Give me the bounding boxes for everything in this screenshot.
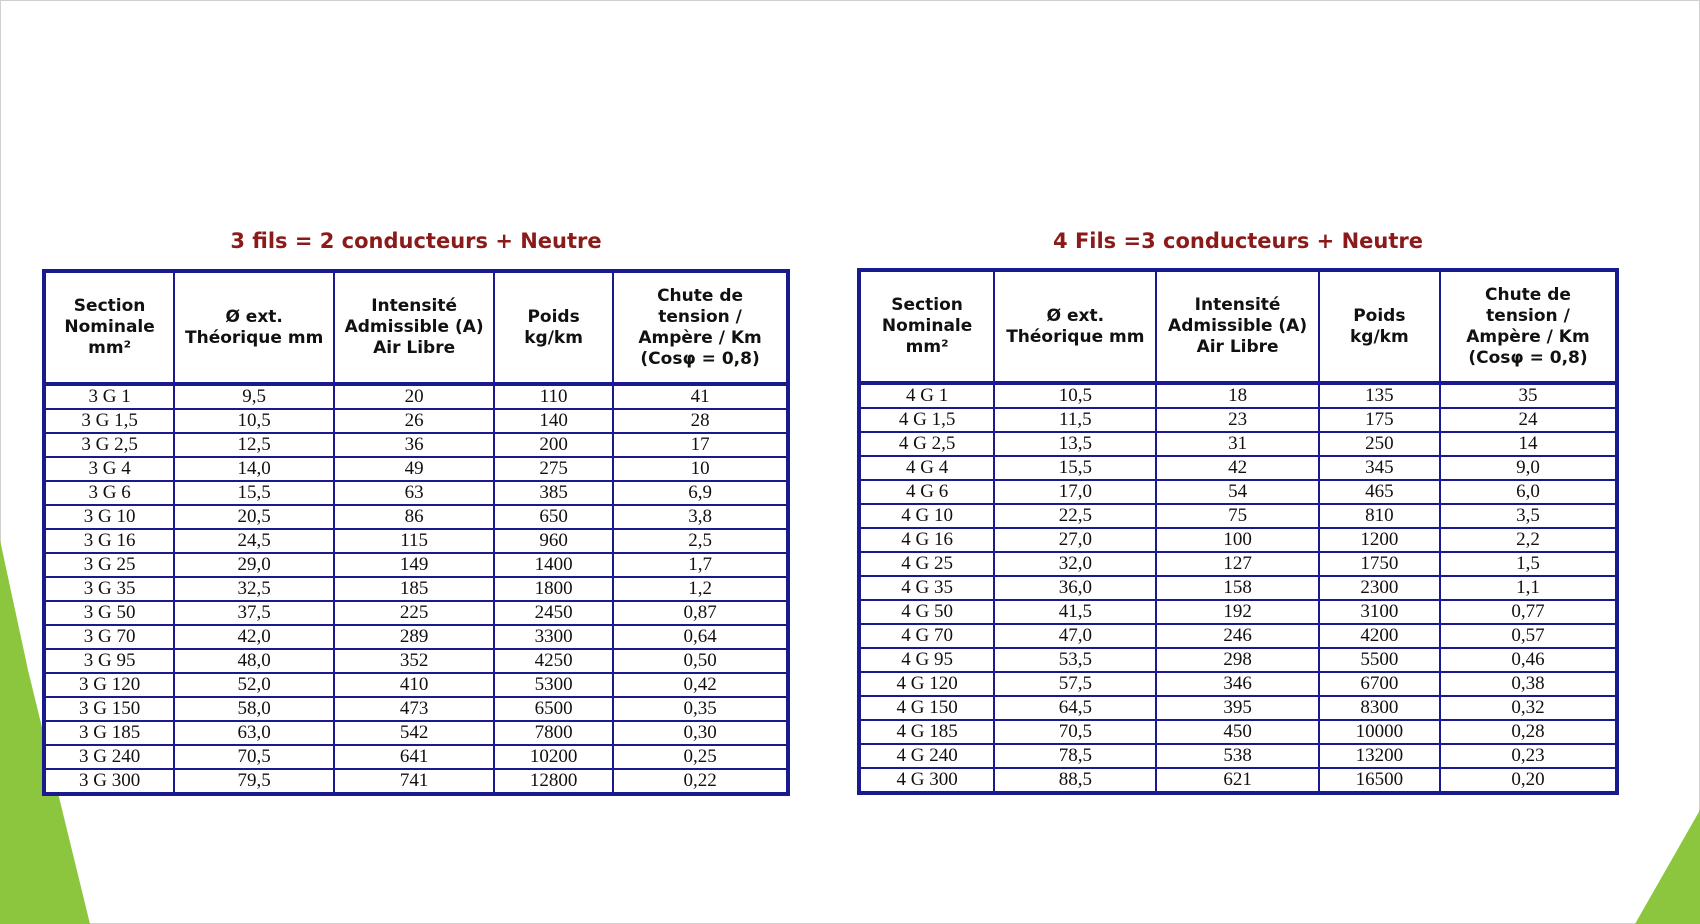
green-triangle-shape — [1635, 810, 1700, 924]
cell-diameter: 17,0 — [994, 480, 1156, 504]
cell-diameter: 15,5 — [994, 456, 1156, 480]
cell-voltage-drop: 1,1 — [1440, 576, 1617, 600]
cell-diameter: 48,0 — [174, 649, 334, 673]
cell-current: 26 — [334, 409, 494, 433]
table-row — [44, 457, 788, 481]
cell-voltage-drop: 0,22 — [613, 769, 788, 794]
green-corner-decoration-right — [1635, 810, 1700, 924]
cell-current: 450 — [1156, 720, 1318, 744]
cell-voltage-drop: 0,46 — [1440, 648, 1617, 672]
right-table-title: 4 Fils =3 conducteurs + Neutre — [1053, 229, 1423, 253]
header-row — [859, 270, 1617, 383]
table-row — [859, 432, 1617, 456]
cell-section: 3 G 25 — [44, 553, 174, 577]
cell-section: 3 G 240 — [44, 745, 174, 769]
cell-section: 4 G 95 — [859, 648, 994, 672]
table-row — [859, 624, 1617, 648]
cell-weight: 3100 — [1319, 600, 1440, 624]
cell-diameter: 79,5 — [174, 769, 334, 794]
cell-diameter: 58,0 — [174, 697, 334, 721]
cell-section: 3 G 185 — [44, 721, 174, 745]
table-row — [859, 504, 1617, 528]
cell-weight: 5300 — [494, 673, 613, 697]
table-row — [859, 720, 1617, 744]
table-row — [44, 649, 788, 673]
header-row — [44, 271, 788, 384]
cell-current: 49 — [334, 457, 494, 481]
cell-diameter: 47,0 — [994, 624, 1156, 648]
table-row — [859, 576, 1617, 600]
table-row — [859, 456, 1617, 480]
cell-current: 473 — [334, 697, 494, 721]
cell-weight: 1750 — [1319, 552, 1440, 576]
table-row — [859, 528, 1617, 552]
cell-voltage-drop: 0,57 — [1440, 624, 1617, 648]
header-chute-de-tension: Chute de tension / Ampère / Km (Cosφ = 0,8) — [613, 271, 788, 384]
cell-diameter: 11,5 — [994, 408, 1156, 432]
table-body — [44, 384, 788, 794]
cell-weight: 385 — [494, 481, 613, 505]
cell-section: 4 G 150 — [859, 696, 994, 720]
table-row — [859, 696, 1617, 720]
cell-diameter: 64,5 — [994, 696, 1156, 720]
cell-voltage-drop: 17 — [613, 433, 788, 457]
cell-weight: 1400 — [494, 553, 613, 577]
cell-voltage-drop: 0,42 — [613, 673, 788, 697]
cell-current: 395 — [1156, 696, 1318, 720]
cell-diameter: 70,5 — [174, 745, 334, 769]
cell-diameter: 42,0 — [174, 625, 334, 649]
table-row — [44, 553, 788, 577]
cell-section: 4 G 185 — [859, 720, 994, 744]
cell-section: 4 G 1 — [859, 383, 994, 408]
cell-current: 741 — [334, 769, 494, 794]
cell-current: 352 — [334, 649, 494, 673]
table-row — [859, 672, 1617, 696]
cell-diameter: 53,5 — [994, 648, 1156, 672]
cell-voltage-drop: 0,28 — [1440, 720, 1617, 744]
cell-section: 3 G 70 — [44, 625, 174, 649]
header-intensite-admissible: Intensité Admissible (A) Air Libre — [334, 271, 494, 384]
table-row — [44, 601, 788, 625]
cell-diameter: 9,5 — [174, 384, 334, 409]
cell-section: 3 G 150 — [44, 697, 174, 721]
cell-section: 3 G 35 — [44, 577, 174, 601]
cell-current: 75 — [1156, 504, 1318, 528]
cell-weight: 140 — [494, 409, 613, 433]
cell-section: 4 G 25 — [859, 552, 994, 576]
cell-diameter: 41,5 — [994, 600, 1156, 624]
cell-voltage-drop: 0,38 — [1440, 672, 1617, 696]
table-header — [859, 270, 1617, 383]
cell-weight: 10000 — [1319, 720, 1440, 744]
cell-weight: 1200 — [1319, 528, 1440, 552]
cell-diameter: 10,5 — [174, 409, 334, 433]
cell-diameter: 36,0 — [994, 576, 1156, 600]
cell-voltage-drop: 0,20 — [1440, 768, 1617, 793]
table-row — [44, 433, 788, 457]
cell-weight: 135 — [1319, 383, 1440, 408]
cell-current: 127 — [1156, 552, 1318, 576]
cell-section: 4 G 120 — [859, 672, 994, 696]
cell-weight: 4200 — [1319, 624, 1440, 648]
table-row — [859, 600, 1617, 624]
table-row — [859, 408, 1617, 432]
cell-voltage-drop: 0,25 — [613, 745, 788, 769]
cell-section: 4 G 35 — [859, 576, 994, 600]
cell-section: 4 G 300 — [859, 768, 994, 793]
cell-weight: 960 — [494, 529, 613, 553]
cell-section: 4 G 16 — [859, 528, 994, 552]
cell-weight: 465 — [1319, 480, 1440, 504]
cell-weight: 4250 — [494, 649, 613, 673]
cell-section: 4 G 240 — [859, 744, 994, 768]
cell-diameter: 37,5 — [174, 601, 334, 625]
cell-section: 3 G 2,5 — [44, 433, 174, 457]
cell-section: 3 G 95 — [44, 649, 174, 673]
cell-diameter: 15,5 — [174, 481, 334, 505]
cell-current: 192 — [1156, 600, 1318, 624]
cell-current: 538 — [1156, 744, 1318, 768]
cell-voltage-drop: 6,9 — [613, 481, 788, 505]
header-section-nominale: Section Nominale mm² — [859, 270, 994, 383]
cell-current: 100 — [1156, 528, 1318, 552]
cell-weight: 3300 — [494, 625, 613, 649]
cell-weight: 2300 — [1319, 576, 1440, 600]
table-row — [859, 648, 1617, 672]
cell-section: 3 G 50 — [44, 601, 174, 625]
cable-table-3-wires — [42, 269, 790, 796]
cell-weight: 7800 — [494, 721, 613, 745]
cell-section: 3 G 300 — [44, 769, 174, 794]
cell-current: 31 — [1156, 432, 1318, 456]
cell-weight: 650 — [494, 505, 613, 529]
header-diametre-exterieur: Ø ext. Théorique mm — [994, 270, 1156, 383]
cell-section: 3 G 16 — [44, 529, 174, 553]
cell-voltage-drop: 35 — [1440, 383, 1617, 408]
cell-diameter: 22,5 — [994, 504, 1156, 528]
cell-voltage-drop: 10 — [613, 457, 788, 481]
cell-voltage-drop: 41 — [613, 384, 788, 409]
cell-weight: 6500 — [494, 697, 613, 721]
cell-voltage-drop: 14 — [1440, 432, 1617, 456]
table-row — [44, 625, 788, 649]
cell-weight: 345 — [1319, 456, 1440, 480]
cell-current: 115 — [334, 529, 494, 553]
cell-current: 36 — [334, 433, 494, 457]
cell-diameter: 70,5 — [994, 720, 1156, 744]
cell-voltage-drop: 0,23 — [1440, 744, 1617, 768]
cable-table-4-wires — [857, 268, 1619, 795]
cell-voltage-drop: 3,5 — [1440, 504, 1617, 528]
cell-section: 4 G 70 — [859, 624, 994, 648]
cell-section: 3 G 6 — [44, 481, 174, 505]
cell-voltage-drop: 6,0 — [1440, 480, 1617, 504]
cell-diameter: 32,0 — [994, 552, 1156, 576]
cell-diameter: 32,5 — [174, 577, 334, 601]
cell-diameter: 10,5 — [994, 383, 1156, 408]
cell-current: 42 — [1156, 456, 1318, 480]
cell-diameter: 20,5 — [174, 505, 334, 529]
table-row — [44, 409, 788, 433]
cell-voltage-drop: 1,7 — [613, 553, 788, 577]
table-row — [44, 721, 788, 745]
cell-current: 542 — [334, 721, 494, 745]
cell-voltage-drop: 3,8 — [613, 505, 788, 529]
cell-section: 4 G 10 — [859, 504, 994, 528]
cell-section: 3 G 10 — [44, 505, 174, 529]
cell-diameter: 63,0 — [174, 721, 334, 745]
table-row — [44, 529, 788, 553]
cell-current: 246 — [1156, 624, 1318, 648]
cell-current: 621 — [1156, 768, 1318, 793]
cell-section: 4 G 1,5 — [859, 408, 994, 432]
cell-current: 185 — [334, 577, 494, 601]
cell-diameter: 13,5 — [994, 432, 1156, 456]
cell-voltage-drop: 28 — [613, 409, 788, 433]
cell-current: 86 — [334, 505, 494, 529]
cell-diameter: 52,0 — [174, 673, 334, 697]
table-row — [44, 384, 788, 409]
cell-section: 3 G 4 — [44, 457, 174, 481]
header-section-nominale: Section Nominale mm² — [44, 271, 174, 384]
cell-diameter: 29,0 — [174, 553, 334, 577]
cell-weight: 175 — [1319, 408, 1440, 432]
cell-voltage-drop: 0,50 — [613, 649, 788, 673]
cell-voltage-drop: 0,35 — [613, 697, 788, 721]
table-row — [859, 744, 1617, 768]
header-chute-de-tension: Chute de tension / Ampère / Km (Cosφ = 0,8) — [1440, 270, 1617, 383]
cell-weight: 12800 — [494, 769, 613, 794]
cell-current: 641 — [334, 745, 494, 769]
cell-weight: 16500 — [1319, 768, 1440, 793]
cell-weight: 10200 — [494, 745, 613, 769]
cell-weight: 110 — [494, 384, 613, 409]
cell-section: 3 G 1 — [44, 384, 174, 409]
cell-voltage-drop: 1,5 — [1440, 552, 1617, 576]
table-header — [44, 271, 788, 384]
cell-voltage-drop: 9,0 — [1440, 456, 1617, 480]
cell-current: 346 — [1156, 672, 1318, 696]
cell-weight: 1800 — [494, 577, 613, 601]
header-poids: Poids kg/km — [1319, 270, 1440, 383]
cell-diameter: 12,5 — [174, 433, 334, 457]
cell-current: 149 — [334, 553, 494, 577]
cell-weight: 8300 — [1319, 696, 1440, 720]
header-diametre-exterieur: Ø ext. Théorique mm — [174, 271, 334, 384]
cell-voltage-drop: 24 — [1440, 408, 1617, 432]
left-table-title: 3 fils = 2 conducteurs + Neutre — [230, 229, 602, 253]
cell-section: 4 G 50 — [859, 600, 994, 624]
cell-current: 18 — [1156, 383, 1318, 408]
table-row — [859, 552, 1617, 576]
cell-weight: 275 — [494, 457, 613, 481]
table-row — [859, 768, 1617, 793]
table-row — [44, 577, 788, 601]
cell-voltage-drop: 0,30 — [613, 721, 788, 745]
header-poids: Poids kg/km — [494, 271, 613, 384]
cell-weight: 6700 — [1319, 672, 1440, 696]
cell-current: 20 — [334, 384, 494, 409]
cell-current: 23 — [1156, 408, 1318, 432]
cell-diameter: 14,0 — [174, 457, 334, 481]
table-body — [859, 383, 1617, 793]
cell-weight: 13200 — [1319, 744, 1440, 768]
table-row — [44, 673, 788, 697]
table-row — [44, 697, 788, 721]
cell-section: 4 G 4 — [859, 456, 994, 480]
cell-current: 410 — [334, 673, 494, 697]
cell-current: 289 — [334, 625, 494, 649]
cell-current: 54 — [1156, 480, 1318, 504]
cell-section: 4 G 6 — [859, 480, 994, 504]
cell-diameter: 88,5 — [994, 768, 1156, 793]
cell-weight: 200 — [494, 433, 613, 457]
cell-voltage-drop: 2,2 — [1440, 528, 1617, 552]
cell-section: 4 G 2,5 — [859, 432, 994, 456]
table-row — [44, 505, 788, 529]
cell-current: 298 — [1156, 648, 1318, 672]
header-intensite-admissible: Intensité Admissible (A) Air Libre — [1156, 270, 1318, 383]
table-row — [44, 769, 788, 794]
cell-section: 3 G 1,5 — [44, 409, 174, 433]
cell-diameter: 57,5 — [994, 672, 1156, 696]
cell-voltage-drop: 0,77 — [1440, 600, 1617, 624]
cell-voltage-drop: 2,5 — [613, 529, 788, 553]
cell-weight: 250 — [1319, 432, 1440, 456]
cell-weight: 5500 — [1319, 648, 1440, 672]
table-row — [44, 481, 788, 505]
table-row — [859, 480, 1617, 504]
cell-diameter: 27,0 — [994, 528, 1156, 552]
cell-section: 3 G 120 — [44, 673, 174, 697]
cell-voltage-drop: 1,2 — [613, 577, 788, 601]
table-row — [44, 745, 788, 769]
cell-current: 63 — [334, 481, 494, 505]
table-row — [859, 383, 1617, 408]
cell-diameter: 78,5 — [994, 744, 1156, 768]
cell-current: 225 — [334, 601, 494, 625]
cell-voltage-drop: 0,87 — [613, 601, 788, 625]
cell-diameter: 24,5 — [174, 529, 334, 553]
cell-weight: 2450 — [494, 601, 613, 625]
cell-voltage-drop: 0,64 — [613, 625, 788, 649]
cell-current: 158 — [1156, 576, 1318, 600]
cell-voltage-drop: 0,32 — [1440, 696, 1617, 720]
cell-weight: 810 — [1319, 504, 1440, 528]
